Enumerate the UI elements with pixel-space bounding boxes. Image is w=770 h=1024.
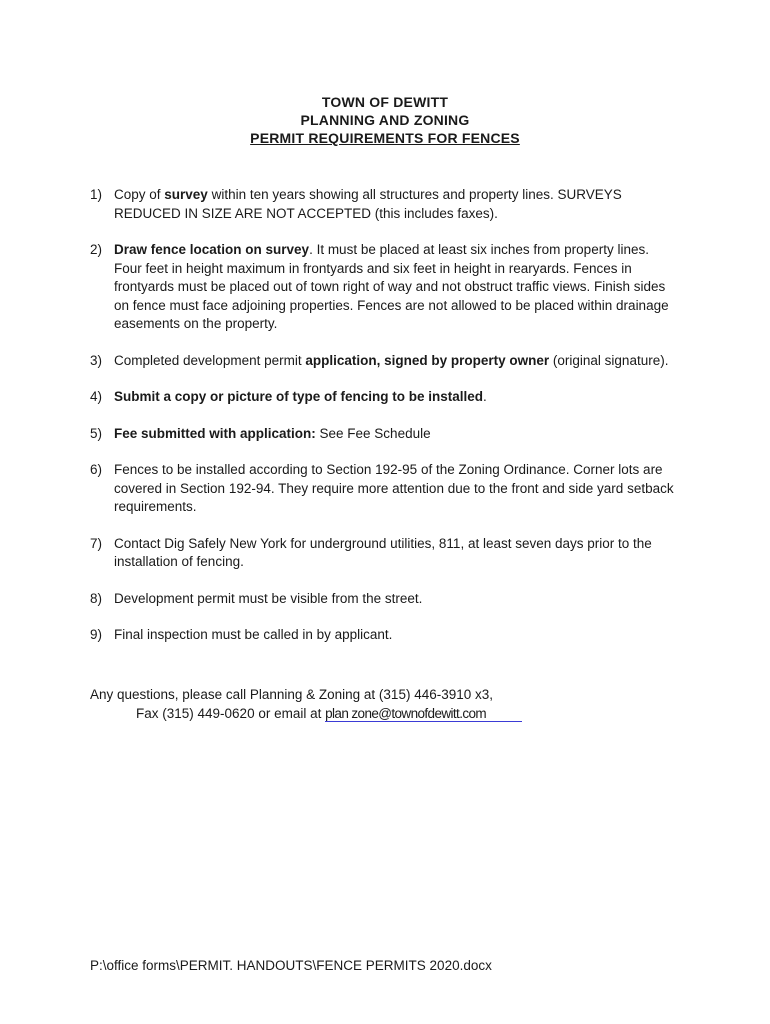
file-path-footer: P:\office forms\PERMIT. HANDOUTS\FENCE PERMITS 2020.docx [90, 958, 492, 973]
town-name: TOWN OF DEWITT [321, 94, 449, 110]
contact-phone-line: Any questions, please call Planning & Zoning at (315) 446-3910 x3, [90, 687, 494, 702]
item-number: 1) [90, 187, 103, 202]
contact-fax-line: Fax (315) 449-0620 or email at plan zone@townofdewitt.com [90, 705, 522, 724]
requirements-list [90, 186, 680, 663]
list-item: 1) Copy of survey within ten years showing all structures and property lines. SURVEYS REDUCED IN SIZE ARE NOT ACCEPTED (this includes faxes). [90, 187, 622, 221]
item-number: 6) [90, 462, 103, 477]
contact-info [90, 686, 522, 723]
list-item: 8) Development permit must be visible from the street. [90, 590, 680, 609]
list-item: 2) Draw fence location on survey. It must be placed at least six inches from property lines. Four feet in height maximum in frontyards and six feet in height in rearyards. Fences in frontyards must be placed out of town right of way and not obstruct traffic views. Finish sides on fence must face adjoining properties. Fences are not allowed to be placed within drainage easements on the property. [90, 242, 669, 331]
document-header [0, 93, 770, 147]
item-number: 7) [90, 535, 103, 551]
item-number: 8) [90, 590, 103, 606]
email-link[interactable]: plan zone@townofdewitt.com [325, 706, 522, 722]
department-name: PLANNING AND ZONING [300, 112, 470, 128]
list-item: 4) Submit a copy or picture of type of fencing to be installed. [90, 388, 680, 407]
item-number: 3) [90, 352, 103, 368]
item-number: 4) [90, 389, 103, 404]
list-item: 9) Final inspection must be called in by applicant. [90, 626, 680, 645]
item-number: 2) [90, 242, 103, 257]
document-title: PERMIT REQUIREMENTS FOR FENCES [250, 130, 520, 146]
list-item: 6) Fences to be installed according to Section 192-95 of the Zoning Ordinance. Corner lots are covered in Section 192-94. They require more attention due to the front and side yard setback requirements. [90, 462, 674, 514]
list-item: 7) Contact Dig Safely New York for underground utilities, 811, at least seven days prior to the installation of fencing. [90, 535, 652, 569]
list-item: 3) Completed development permit application, signed by property owner (original signature). [90, 352, 680, 371]
item-number: 5) [90, 425, 103, 441]
item-number: 9) [90, 627, 103, 642]
list-item: 5) Fee submitted with application: See Fee Schedule [90, 425, 680, 444]
